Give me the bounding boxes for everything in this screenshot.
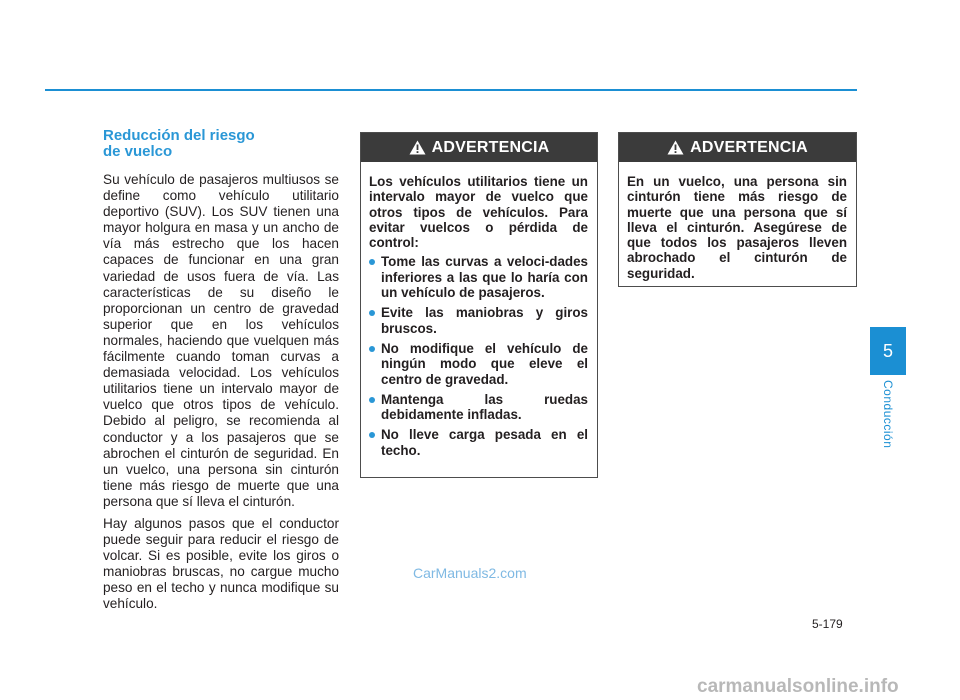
warning-bullet xyxy=(369,392,588,423)
warning-bullet xyxy=(369,427,588,458)
chapter-label: Conducción xyxy=(881,380,895,449)
bullet-text: Mantenga las ruedas debidamente infladas. xyxy=(381,391,588,423)
warning-box-rollover xyxy=(360,132,598,478)
bullet-dot xyxy=(369,346,375,352)
warning-bullet xyxy=(369,254,588,300)
warning-triangle-icon xyxy=(667,140,684,155)
warning-bullet xyxy=(369,305,588,336)
bullet-dot xyxy=(369,432,375,438)
page-number: 5-179 xyxy=(812,617,843,631)
warning-triangle-icon xyxy=(409,140,426,155)
top-rule xyxy=(45,89,857,91)
warning-box-seatbelt xyxy=(618,132,857,287)
main-column xyxy=(103,128,339,619)
chapter-tab xyxy=(870,327,906,375)
bullet-text: No modifique el vehículo de ningún modo que eleve el centro de gravedad. xyxy=(381,340,588,387)
warning-text: En un vuelco, una persona sin cinturón tiene más riesgo de muerte que una persona que sí lleva el cinturón. Asegúrese de que todos los pasajeros lleven abrochado el cinturón de seguridad. xyxy=(627,174,847,281)
bullet-text: Tome las curvas a veloci-dades inferiores a las que lo haría con un vehículo de pasajeros. xyxy=(381,254,588,301)
chapter-number: 5 xyxy=(882,340,893,361)
bullet-text: No lleve carga pesada en el techo. xyxy=(381,427,588,458)
bullet-dot xyxy=(369,310,375,316)
section-title-line1: Reducción del riesgo xyxy=(103,127,255,144)
warning-bullet-list xyxy=(369,254,588,458)
warning-body xyxy=(361,162,597,458)
watermark-carmanualsonline: carmanualsonline.info xyxy=(697,676,899,697)
bullet-dot xyxy=(369,259,375,265)
bullet-dot xyxy=(369,397,375,403)
warning-bullet xyxy=(369,341,588,387)
bullet-text: Evite las maniobras y giros bruscos. xyxy=(381,305,588,336)
warning-header-label: ADVERTENCIA xyxy=(690,138,808,156)
section-title xyxy=(103,128,339,160)
body-paragraph-1: Su vehículo de pasajeros multiusos se define como vehículo utilitario deportivo (SUV). Los SUV tienen una mayor holgura en masa y un ancho de vía más estrecho que los hacen capaces de funcionar en una gran variedad de usos fuera de vía. Las características de su diseño le proporcionan un centro de gravedad superior que en los vehículos normales, haciendo que vuelquen más fácilmente cuando toman curvas a demasiada velocidad. Los vehículos utilitarios tiene un intervalo mayor de vuelco que otros tipos de vehículo. Debido al peligro, se recomienda al conductor y a los pasajeros que se abrochen el cinturón de seguridad. En un vuelco, una persona sin cinturón tiene más riesgo de muerte que una persona que sí lleva el cinturón. xyxy=(103,172,339,509)
body-paragraph-2: Hay algunos pasos que el conductor puede seguir para reducir el riesgo de volcar. Si es posible, evite los giros o maniobras bruscas, no cargue mucho peso en el techo y nunca modifique su vehículo. xyxy=(103,515,339,612)
warning-header xyxy=(619,133,856,162)
section-title-line2: de vuelco xyxy=(103,143,173,160)
warning-intro: Los vehículos utilitarios tiene un intervalo mayor de vuelco que otros tipos de vehículos. Para evitar vuelcos o pérdida de control: xyxy=(369,174,588,251)
warning-header xyxy=(361,133,597,162)
warning-header-label: ADVERTENCIA xyxy=(431,138,550,156)
warning-body xyxy=(619,162,856,281)
watermark-carmanuals2: CarManuals2.com xyxy=(413,565,527,581)
